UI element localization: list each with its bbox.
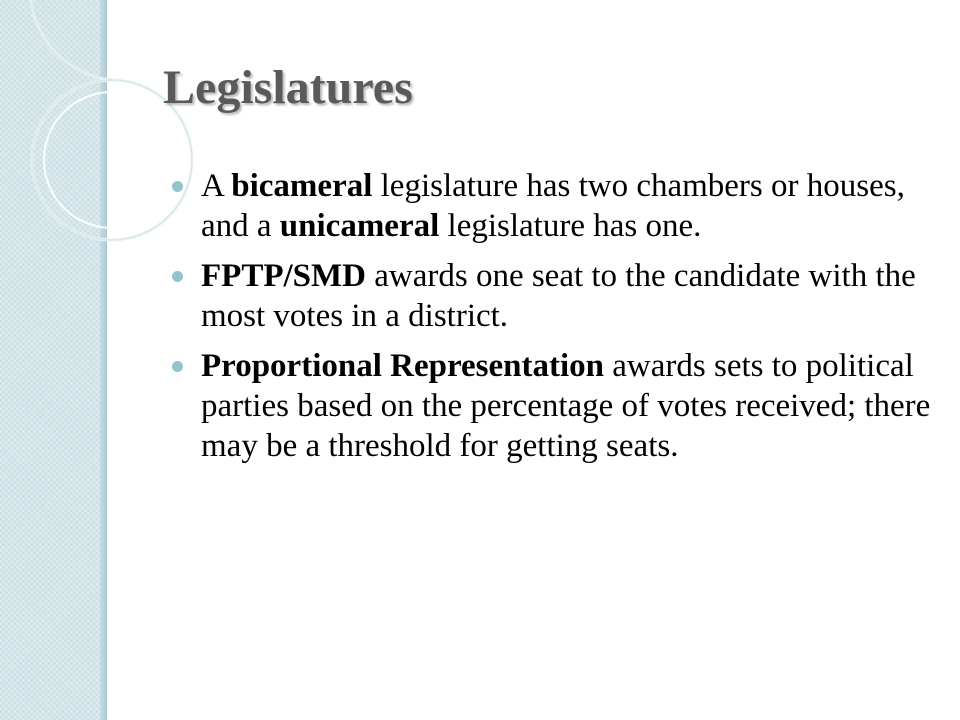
term-fptp-smd: FPTP/SMD bbox=[201, 258, 366, 294]
bullet-item-proportional bbox=[172, 346, 932, 466]
bullet-dot-icon bbox=[172, 361, 183, 372]
bullet-item-fptp bbox=[172, 256, 932, 336]
term-unicameral: unicameral bbox=[279, 208, 440, 244]
bullet-text-pre: A bbox=[201, 168, 232, 204]
bullet-dot-icon bbox=[172, 181, 183, 192]
bullet-text-mid: legislature has two chambers or houses, and a bbox=[201, 168, 905, 244]
bullet-text: awards one seat to the candidate with the most votes in a district. bbox=[201, 258, 916, 334]
term-proportional-representation: Proportional Representation bbox=[201, 348, 605, 384]
bullet-dot-icon bbox=[172, 271, 183, 282]
bullet-item-bicameral bbox=[172, 166, 932, 246]
slide-title: Legislatures bbox=[163, 61, 413, 114]
bullet-text-post: legislature has one. bbox=[439, 208, 702, 244]
bullet-list bbox=[172, 166, 932, 476]
term-bicameral: bicameral bbox=[231, 168, 373, 204]
bullet-text: awards sets to political parties based on the percentage of votes received; there may be a threshold for getting seats. bbox=[201, 348, 931, 464]
